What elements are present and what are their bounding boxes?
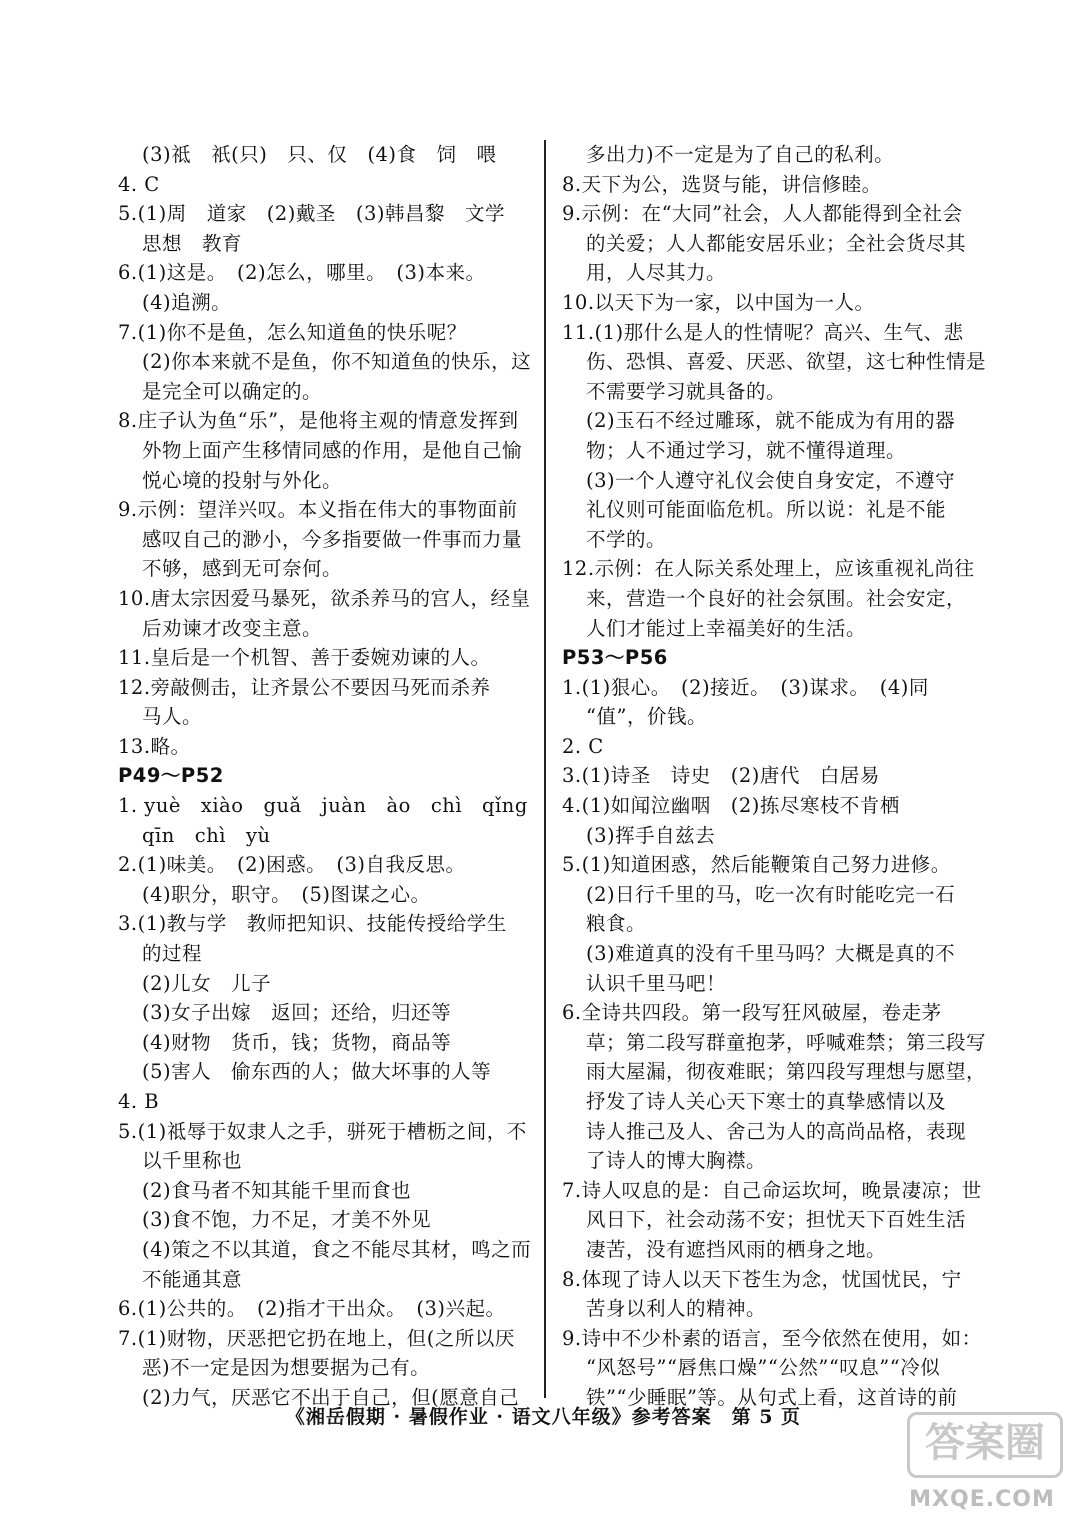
answer-line: 不学的。	[586, 527, 667, 551]
answer-line: qīn chì yù	[142, 823, 271, 847]
answer-line: 7.(1)财物，厌恶把它扔在地上，但(之所以厌	[118, 1326, 515, 1350]
answer-line: 抒发了诗人关心天下寒士的真挚感情以及	[586, 1090, 947, 1113]
answer-line: 1. yuè xiào guǎ juàn ào chì qǐng	[118, 794, 528, 818]
answer-line: 马人。	[142, 705, 203, 729]
answer-line: (3)祗 祇(只) 只、仅 (4)食 饲 喂	[142, 143, 497, 166]
answer-line: 4. C	[118, 172, 160, 196]
answer-line: 的过程	[142, 942, 203, 966]
section-heading: P53～P56	[562, 646, 668, 670]
answer-line: 10.唐太宗因爱马暴死，欲杀养马的宫人，经皇	[118, 586, 531, 610]
answer-line: 6.(1)公共的。 (2)指才干出众。 (3)兴起。	[118, 1297, 506, 1321]
answer-line: 9.示例：望洋兴叹。本义指在伟大的事物面前	[118, 498, 518, 522]
answer-line: 凄苦，没有遮挡风雨的栖身之地。	[586, 1237, 887, 1261]
section-heading: P49～P52	[118, 764, 224, 788]
answer-line: 2.(1)味美。 (2)困惑。 (3)自我反思。	[118, 853, 466, 877]
answer-line: 8.天下为公，选贤与能，讲信修睦。	[562, 172, 882, 196]
answer-line: 9.诗中不少朴素的语言，至今依然在使用，如：	[562, 1326, 982, 1350]
answer-line: 4.(1)如闻泣幽咽 (2)拣尽寒枝不肯栖	[562, 794, 900, 818]
page-footer: 《湘岳假期 · 暑假作业 · 语文八年级》参考答案 第 5 页	[285, 1406, 802, 1428]
answer-line: 10.以天下为一家，以中国为一人。	[562, 290, 875, 314]
answer-line: 5.(1)周 道家 (2)戴圣 (3)韩昌黎 文学	[118, 202, 505, 226]
answer-line: 草；第二段写群童抱茅，呼喊难禁；第三段写	[586, 1030, 987, 1054]
column-divider	[544, 140, 546, 1398]
answer-line: 苦身以利人的精神。	[586, 1297, 767, 1321]
answer-line: 物；人不通过学习，就不懂得道理。	[586, 438, 907, 462]
watermark-logo	[907, 1412, 1057, 1512]
answer-line: “风怒号”“唇焦口燥”“公然”“叹息”“冷似	[586, 1356, 941, 1380]
answer-line: 来，营造一个良好的社会氛围。社会安定，	[586, 586, 967, 610]
answer-line: 12.示例：在人际关系处理上，应该重视礼尚往	[562, 557, 975, 581]
answer-line: (3)一个人遵守礼仪会使自身安定，不遵守	[586, 468, 956, 492]
answer-line: 人们才能过上幸福美好的生活。	[586, 616, 867, 640]
answer-line: 12.旁敲侧击，让齐景公不要因马死而杀养	[118, 675, 491, 699]
answer-line: (4)财物 货币，钱；货物，商品等	[142, 1030, 452, 1054]
answer-line: (2)食马者不知其能千里而食也	[142, 1178, 412, 1202]
answer-line: 以千里称也	[142, 1149, 243, 1173]
answer-line: (2)力气，厌恶它不出于自己，但(愿意自己	[142, 1385, 520, 1409]
answer-line: (2)儿女 儿子	[142, 971, 272, 995]
answer-line: 7.(1)你不是鱼，怎么知道鱼的快乐呢？	[118, 320, 467, 344]
answer-line: 思想 教育	[142, 231, 243, 255]
answer-line: 认识千里马吧！	[586, 971, 727, 995]
answer-line: “值”，价钱。	[586, 705, 707, 729]
answer-line: 后劝谏才改变主意。	[142, 616, 323, 640]
answer-line: 感叹自己的渺小，今多指要做一件事而力量	[142, 527, 523, 551]
answer-line: (3)难道真的没有千里马吗？大概是真的不	[586, 942, 956, 966]
answer-line: 雨大屋漏，彻夜难眠；第四段写理想与愿望，	[586, 1060, 987, 1084]
answer-line: (2)玉石不经过雕琢，就不能成为有用的器	[586, 409, 956, 433]
answer-line: 6.(1)这是。 (2)怎么，哪里。 (3)本来。	[118, 261, 486, 285]
answer-line: 9.示例：在“大同”社会，人人都能得到全社会	[562, 202, 963, 226]
answer-line: 5.(1)祗辱于奴隶人之手，骈死于槽枥之间，不	[118, 1119, 527, 1143]
answer-line: 7.诗人叹息的是：自己命运坎坷，晚景凄凉；世	[562, 1178, 982, 1202]
answer-line: 1.(1)狠心。 (2)接近。 (3)谋求。 (4)同	[562, 675, 929, 699]
answer-line: 风日下，社会动荡不安；担忧天下百姓生活	[586, 1208, 967, 1232]
answer-line: 2. C	[562, 734, 604, 758]
answer-line: 3.(1)诗圣 诗史 (2)唐代 白居易	[562, 764, 880, 788]
answer-line: 礼仪则可能面临危机。所以说：礼是不能	[586, 498, 947, 522]
answer-line: 粮食。	[586, 912, 647, 936]
answer-line: 悦心境的投射与外化。	[142, 468, 343, 492]
answer-line: 11.皇后是一个机智、善于委婉劝谏的人。	[118, 646, 491, 670]
answer-line: 13.略。	[118, 734, 191, 758]
answer-line: (5)害人 偷东西的人；做大坏事的人等	[142, 1060, 492, 1084]
answer-line: 的关爱；人人都能安居乐业；全社会货尽其	[586, 231, 967, 255]
left-column	[118, 140, 532, 1413]
answer-line: 8.体现了诗人以天下苍生为念，忧国忧民，宁	[562, 1267, 962, 1291]
answer-line: 外物上面产生移情同感的作用，是他自己愉	[142, 438, 523, 462]
right-column	[562, 140, 987, 1413]
answer-line: 诗人推己及人、舍己为人的高尚品格，表现	[586, 1119, 967, 1143]
answer-line: (4)追溯。	[142, 290, 232, 314]
answer-line: 8.庄子认为鱼“乐”，是他将主观的情意发挥到	[118, 409, 519, 433]
watermark-url: MXQE.COM	[909, 1487, 1055, 1512]
answer-line: 恶)不一定是因为想要据为己有。	[142, 1356, 431, 1380]
answer-line: (4)职分，职守。 (5)图谋之心。	[142, 882, 431, 906]
answer-line: 不能通其意	[142, 1267, 243, 1291]
answer-line: 3.(1)教与学 教师把知识、技能传授给学生	[118, 912, 507, 936]
answer-line: 4. B	[118, 1090, 160, 1113]
answer-line: 6.全诗共四段。第一段写狂风破屋，卷走茅	[562, 1001, 942, 1025]
answer-line: (3)食不饱，力不足，才美不外见	[142, 1208, 432, 1232]
answer-line: 是完全可以确定的。	[142, 379, 323, 403]
answer-line: (2)你本来就不是鱼，你不知道鱼的快乐，这	[142, 350, 532, 374]
answer-line: 5.(1)知道困惑，然后能鞭策自己努力进修。	[562, 853, 951, 877]
answer-line: (4)策之不以其道，食之不能尽其材，鸣之而	[142, 1237, 532, 1261]
answer-line: 不需要学习就具备的。	[586, 379, 787, 403]
answer-line: 11.(1)那什么是人的性情呢？高兴、生气、悲	[562, 320, 964, 344]
answer-line: 不够，感到无可奈何。	[142, 557, 343, 581]
answer-line: 了诗人的博大胸襟。	[586, 1149, 767, 1173]
answer-line: (3)女子出嫁 返回；还给，归还等	[142, 1001, 452, 1025]
answer-line: 用，人尽其力。	[586, 261, 727, 285]
answer-line: 伤、恐惧、喜爱、厌恶、欲望，这七种性情是	[586, 350, 987, 374]
answer-line: (3)挥手自兹去	[586, 823, 716, 847]
watermark-text: 答案圈	[907, 1412, 1063, 1478]
answer-line: (2)日行千里的马，吃一次有时能吃完一石	[586, 882, 956, 906]
answer-line: 铁”“少睡眠”等。从句式上看，这首诗的前	[586, 1385, 958, 1409]
answer-line: 多出力)不一定是为了自己的私利。	[586, 143, 895, 166]
